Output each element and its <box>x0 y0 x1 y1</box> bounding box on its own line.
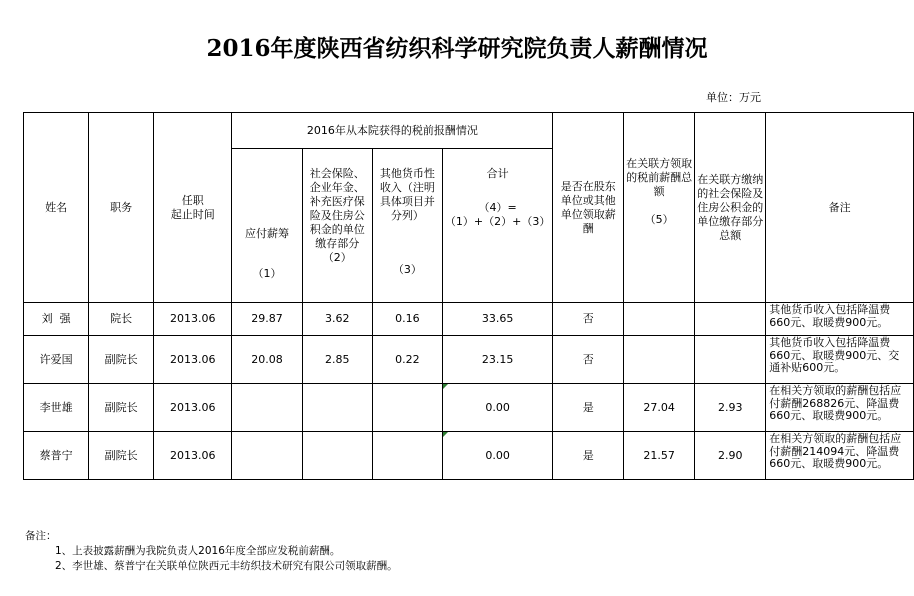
cell-related-social <box>695 303 766 336</box>
cell-shareholder: 是 <box>553 432 624 480</box>
table-row <box>24 303 914 336</box>
cell-tenure: 2013.06 <box>154 432 232 480</box>
cell-related-pay <box>624 303 695 336</box>
cell-other <box>372 384 442 432</box>
header-total-label: 合计 <box>486 167 509 180</box>
unit-label: 单位：万元 <box>706 91 761 104</box>
header-related-pay-label: 在关联方领取的税前薪酬总额 <box>626 157 693 198</box>
header-remark: 备注 <box>766 113 914 303</box>
cell-payable <box>232 384 302 432</box>
table-row <box>24 432 914 480</box>
cell-related-social <box>695 336 766 384</box>
cell-other: 0.22 <box>372 336 442 384</box>
header-other-label: 其他货币性收入（注明具体项目并分列） <box>379 167 435 222</box>
table-row <box>24 336 914 384</box>
header-related-pay <box>624 113 695 303</box>
cell-position: 副院长 <box>89 384 154 432</box>
cell-total: 0.00 <box>442 432 552 480</box>
header-social <box>302 149 372 303</box>
cell-shareholder: 否 <box>553 336 624 384</box>
header-related-social: 在关联方缴纳的社会保险及住房公积金的单位缴存部分总额 <box>695 113 766 303</box>
header-shareholder: 是否在股东单位或其他单位领取薪酬 <box>553 113 624 303</box>
cell-remark: 在相关方领取的薪酬包括应付薪酬214094元、降温费660元、取暖费900元。 <box>766 432 914 480</box>
header-other <box>372 149 442 303</box>
header-related-pay-no: （5） <box>644 213 674 226</box>
header-payable-label: 应付薪筹 <box>245 227 290 240</box>
header-group: 2016年从本院获得的税前报酬情况 <box>232 113 553 149</box>
cell-position: 副院长 <box>89 336 154 384</box>
cell-related-pay <box>624 336 695 384</box>
cell-remark: 在相关方领取的薪酬包括应付薪酬268826元、降温费660元、取暖费900元。 <box>766 384 914 432</box>
cell-remark: 其他货币收入包括降温费660元、取暖费900元、交通补贴600元。 <box>766 336 914 384</box>
cell-shareholder: 否 <box>553 303 624 336</box>
cell-name: 李世雄 <box>24 384 89 432</box>
salary-table <box>23 112 914 480</box>
footnote-item: 2、李世雄、蔡普宁在关联单位陕西元丰纺织技术研究有限公司领取薪酬。 <box>55 560 398 572</box>
cell-payable: 29.87 <box>232 303 302 336</box>
table-row <box>24 384 914 432</box>
cell-position: 副院长 <box>89 432 154 480</box>
header-name: 姓名 <box>24 113 89 303</box>
header-total <box>442 149 552 303</box>
cell-other <box>372 432 442 480</box>
footnote-item: 1、上表披露薪酬为我院负责人2016年度全部应发税前薪酬。 <box>55 545 341 557</box>
cell-position: 院长 <box>89 303 154 336</box>
header-position: 职务 <box>89 113 154 303</box>
header-tenure: 任职 起止时间 <box>154 113 232 303</box>
header-payable-no: （1） <box>252 267 282 280</box>
cell-related-pay: 21.57 <box>624 432 695 480</box>
cell-shareholder: 是 <box>553 384 624 432</box>
footnotes-label: 备注： <box>25 530 57 542</box>
cell-payable <box>232 432 302 480</box>
header-total-formula: （4）=（1）+（2）+（3） <box>444 201 551 228</box>
cell-tenure: 2013.06 <box>154 336 232 384</box>
cell-total: 33.65 <box>442 303 552 336</box>
cell-related-social: 2.90 <box>695 432 766 480</box>
cell-tenure: 2013.06 <box>154 303 232 336</box>
cell-social <box>302 432 372 480</box>
header-payable <box>232 149 302 303</box>
header-social-label: 社会保险、企业年金、补充医疗保险及住房公积金的单位缴存部分 <box>309 167 365 250</box>
cell-total: 0.00 <box>442 384 552 432</box>
cell-name: 许爱国 <box>24 336 89 384</box>
cell-name: 蔡普宁 <box>24 432 89 480</box>
cell-social: 2.85 <box>302 336 372 384</box>
header-other-no: （3） <box>392 263 422 276</box>
cell-related-social: 2.93 <box>695 384 766 432</box>
cell-total: 23.15 <box>442 336 552 384</box>
header-social-no: （2） <box>322 251 352 264</box>
cell-social <box>302 384 372 432</box>
cell-name: 刘 强 <box>24 303 89 336</box>
page-title: 2016年度陕西省纺织科学研究院负责人薪酬情况 <box>206 35 708 62</box>
cell-related-pay: 27.04 <box>624 384 695 432</box>
footnotes <box>25 529 398 574</box>
cell-payable: 20.08 <box>232 336 302 384</box>
cell-remark: 其他货币收入包括降温费660元、取暖费900元。 <box>766 303 914 336</box>
cell-social: 3.62 <box>302 303 372 336</box>
cell-other: 0.16 <box>372 303 442 336</box>
cell-tenure: 2013.06 <box>154 384 232 432</box>
